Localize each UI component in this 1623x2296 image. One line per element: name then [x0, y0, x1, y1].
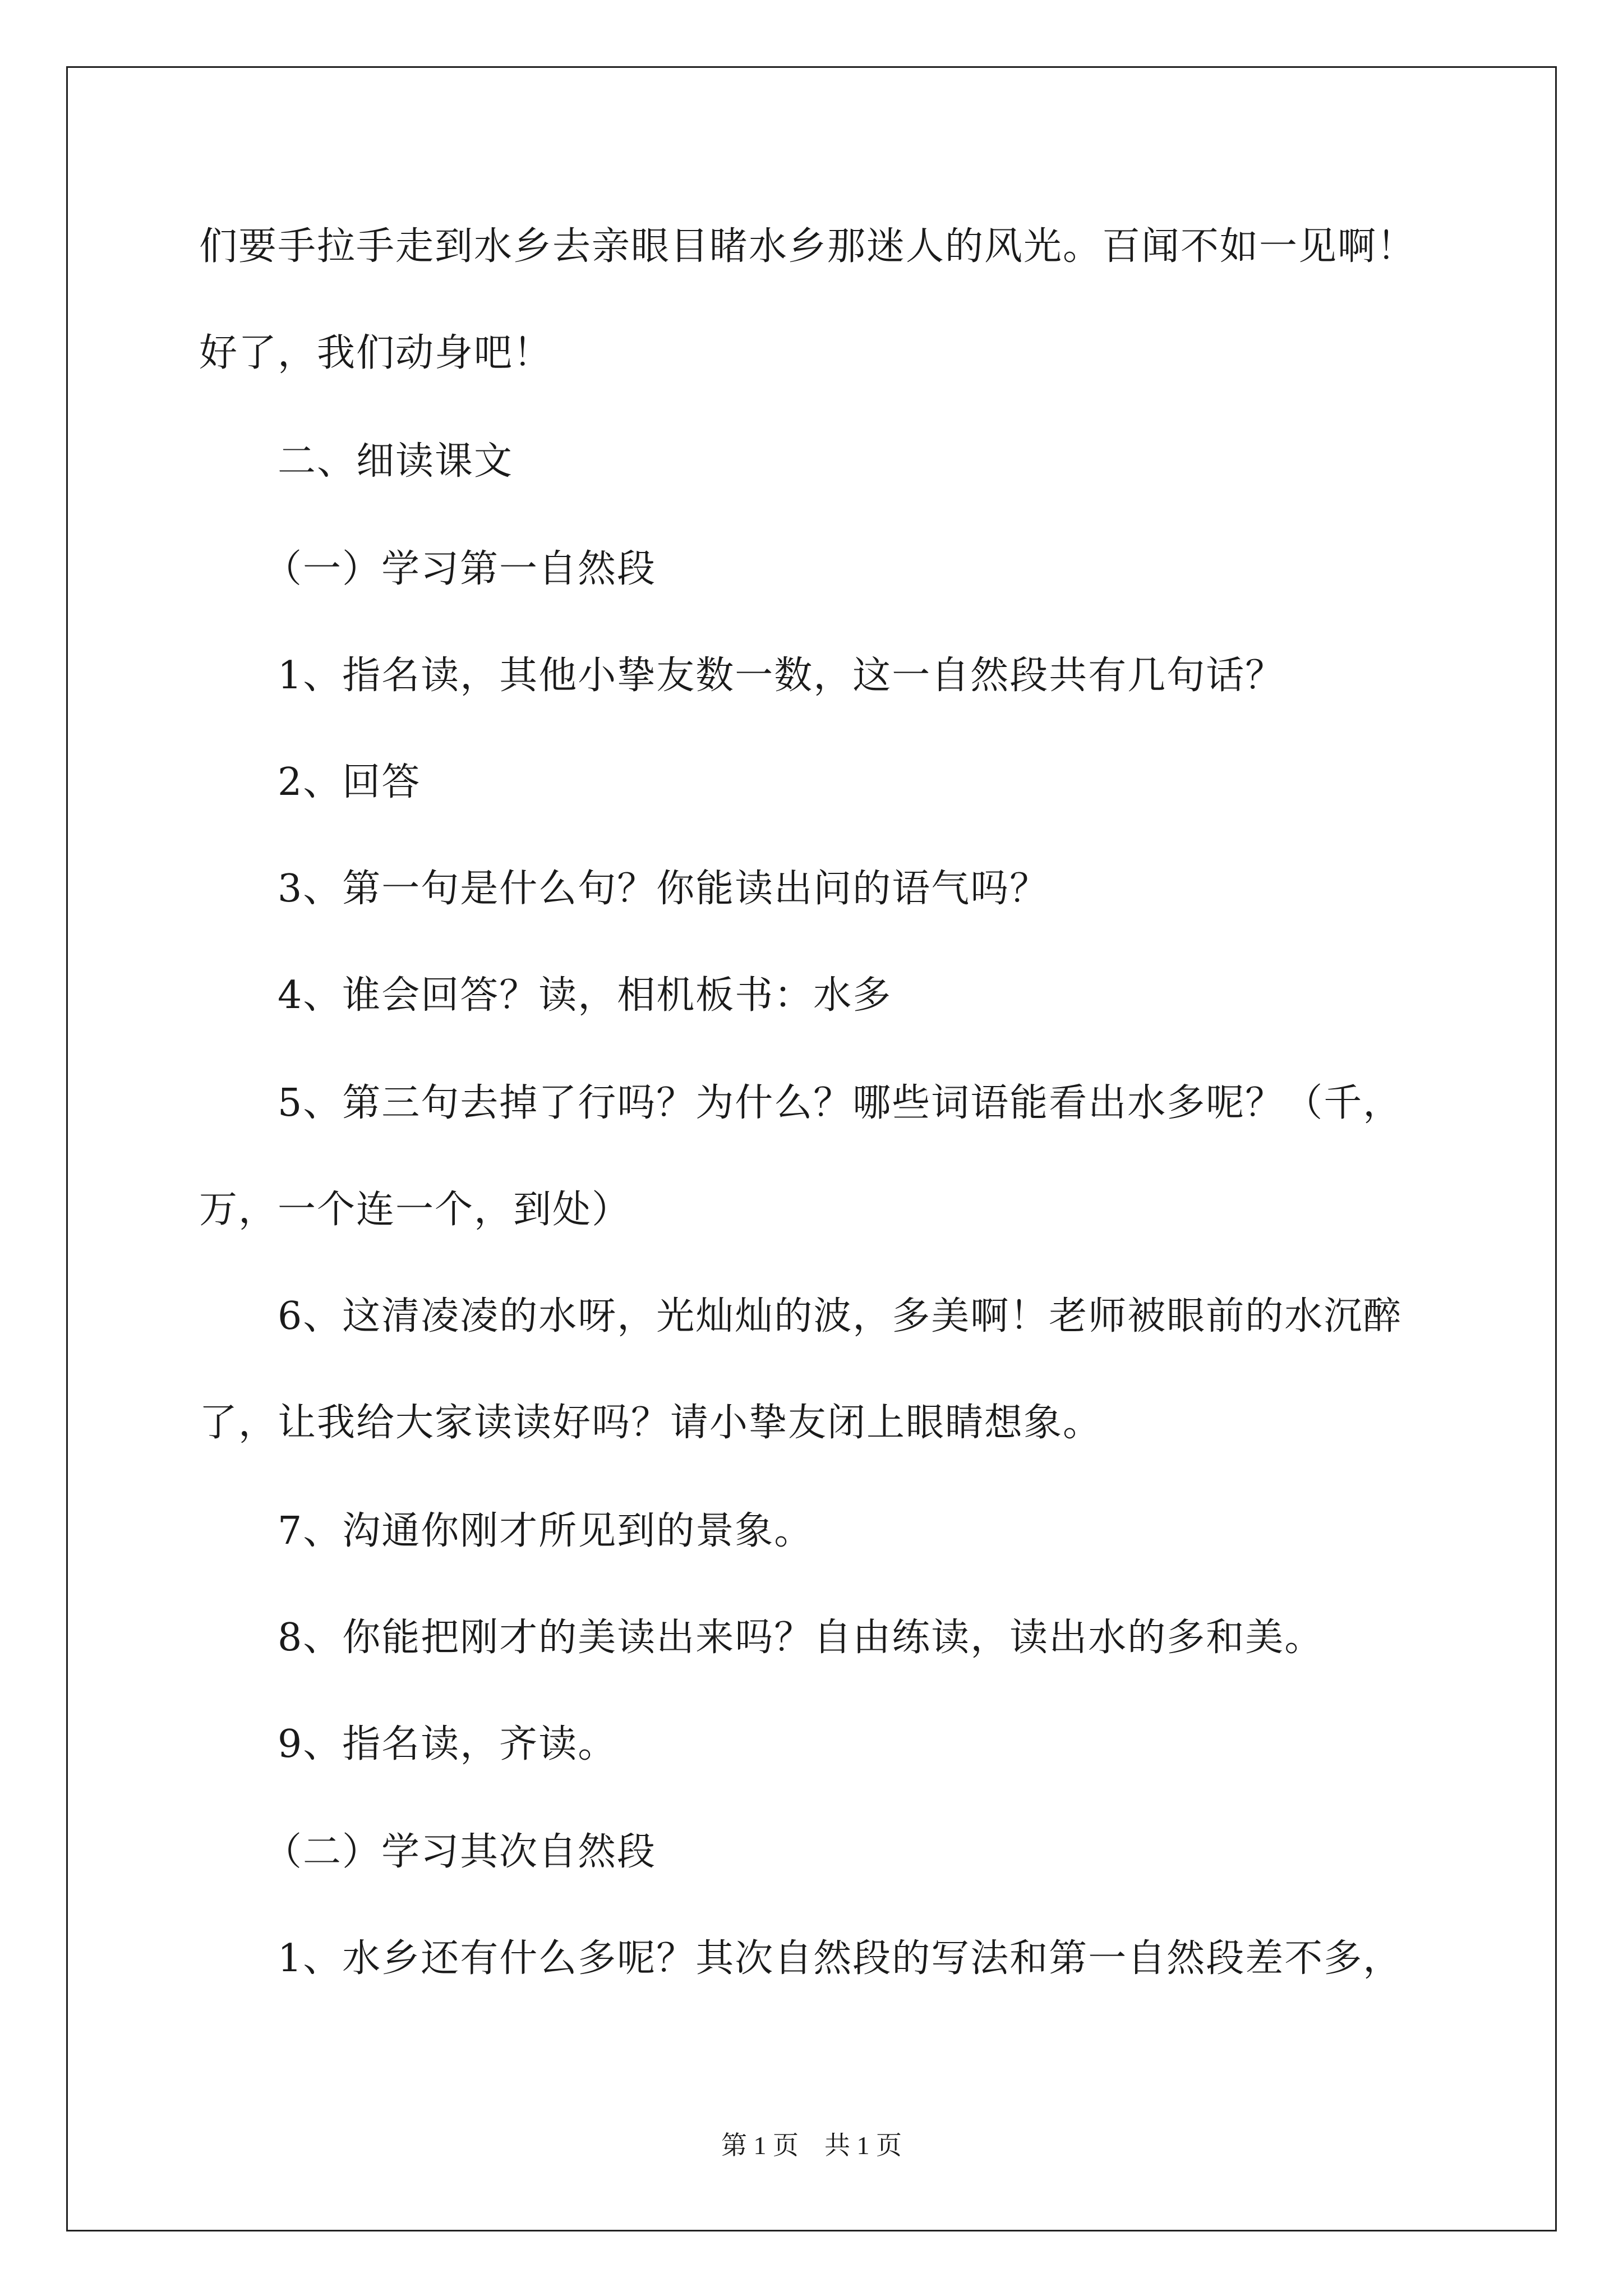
- list-item: 6、这清凌凌的水呀，光灿灿的波，多美啊！老师被眼前的水沉醉: [278, 1294, 1403, 1338]
- subsection-heading: （一）学习第一自然段: [264, 547, 657, 591]
- list-item: 8、你能把刚才的美读出来吗？自由练读，读出水的多和美。: [278, 1616, 1324, 1660]
- page-border: [66, 66, 1557, 2231]
- list-item: 9、指名读，齐读。: [278, 1722, 617, 1766]
- text-line: 万，一个连一个，到处）: [199, 1188, 631, 1232]
- list-item: 1、指名读，其他小挚友数一数，这一自然段共有几句话？: [278, 654, 1285, 698]
- list-item: 2、回答: [278, 760, 421, 804]
- section-heading: 二、细读课文: [278, 439, 514, 484]
- page-number: 第 1 页 共 1 页: [721, 2131, 902, 2160]
- subsection-heading: （二）学习其次自然段: [264, 1830, 657, 1874]
- list-item: 5、第三句去掉了行吗？为什么？哪些词语能看出水多呢？（千，: [278, 1081, 1403, 1125]
- list-item: 3、第一句是什么句？你能读出问的语气吗？: [278, 867, 1049, 911]
- list-item: 4、谁会回答？读，相机板书：水多: [278, 973, 892, 1018]
- text-line: 好了，我们动身吧！: [199, 331, 553, 375]
- list-item: 1、水乡还有什么多呢？其次自然段的写法和第一自然段差不多，: [278, 1936, 1403, 1981]
- text-line: 了，让我给大家读读好吗？请小挚友闭上眼睛想象。: [199, 1401, 1103, 1445]
- text-line: 们要手拉手走到水乡去亲眼目睹水乡那迷人的风光。百闻不如一见啊！: [199, 224, 1417, 269]
- list-item: 7、沟通你刚才所见到的景象。: [278, 1509, 814, 1553]
